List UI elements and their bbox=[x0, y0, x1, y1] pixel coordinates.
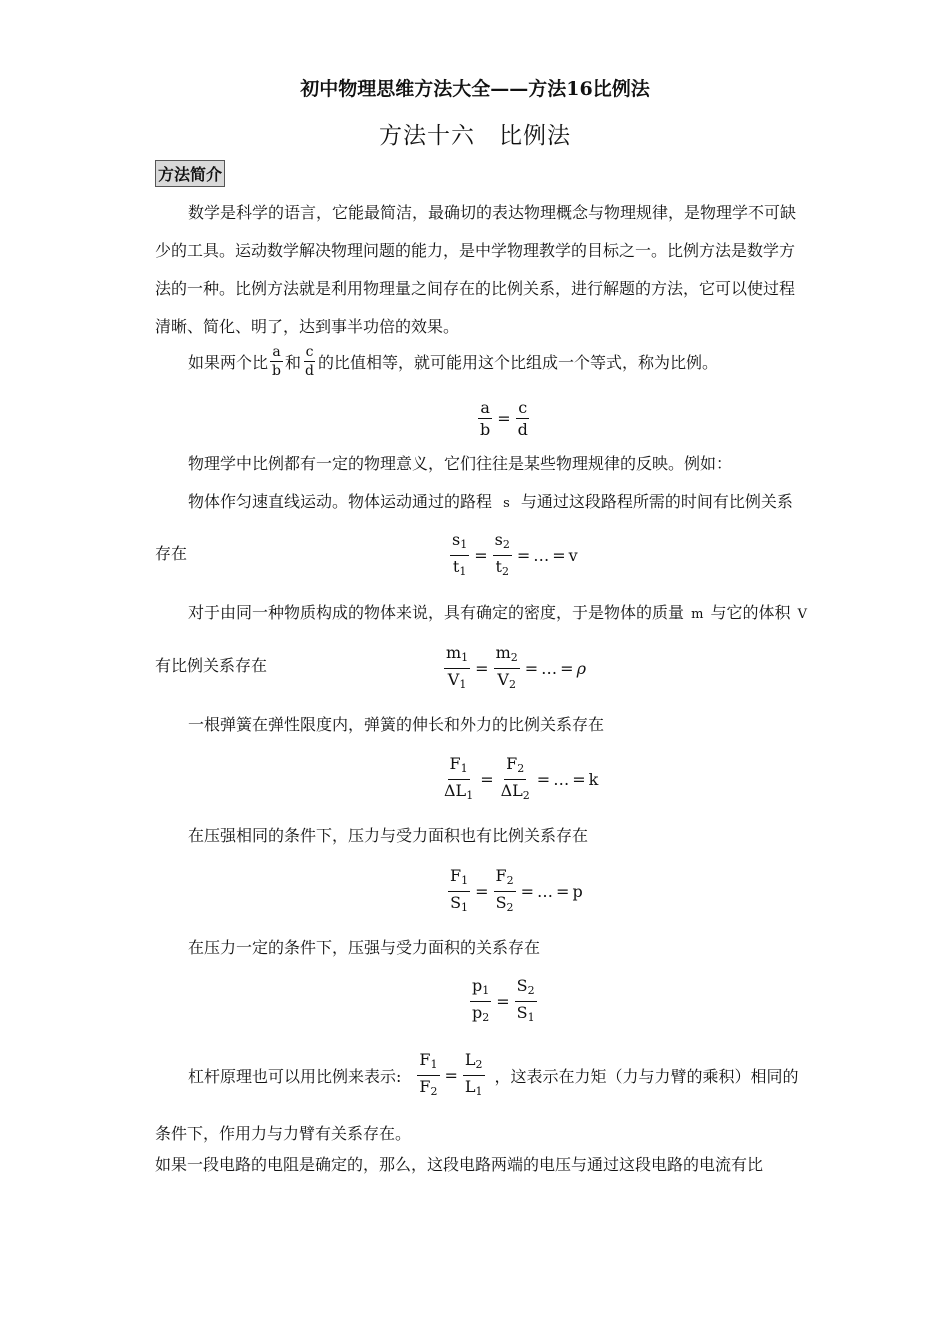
meaning-line: 物理学中比例都有一定的物理意义，它们往往是某些物理规律的反映。例如： bbox=[188, 454, 733, 473]
frac-den-d: d bbox=[305, 363, 314, 379]
lever-line-b: ，这表示在力矩（力与力臂的乘积）相同的 bbox=[494, 1067, 799, 1086]
ratio-intro-pre: 如果两个比 bbox=[188, 353, 269, 372]
density-symbol-V: V bbox=[797, 607, 808, 622]
eq-rho-V2: $V_2$ bbox=[497, 670, 516, 691]
eq-rho-m1: $m_1$ bbox=[444, 643, 470, 669]
fraction-c-d bbox=[303, 344, 316, 379]
eq-p-result: p bbox=[572, 882, 583, 901]
lever-L2: $L_2$ bbox=[463, 1050, 485, 1076]
eq-inv-p2: $p_2$ bbox=[472, 1003, 490, 1024]
para1-line2: 少的工具。运动数学解决物理问题的能力，是中学物理教学的目标之一。比例方法是数学方 bbox=[155, 241, 796, 260]
section-label: 方法简介 bbox=[155, 160, 225, 187]
para1-line4: 清晰、简化、明了，达到事半功倍的效果。 bbox=[155, 317, 460, 336]
frac-den-b: b bbox=[272, 363, 281, 379]
density-line bbox=[188, 600, 809, 623]
motion-line-b: 与通过这段路程所需的时间有比例关系 bbox=[520, 492, 793, 511]
para1-line3: 法的一种。比例方法就是利用物理量之间存在的比例关系，进行解题的方法，它可以使过程 bbox=[155, 279, 796, 298]
para1-line1: 数学是科学的语言，它能最简洁，最确切的表达物理概念与物理规律，是物理学不可缺 bbox=[188, 203, 797, 222]
equals-sign: = bbox=[536, 770, 551, 789]
eq-p-frac1 bbox=[448, 866, 470, 917]
equation-density bbox=[442, 643, 586, 694]
density-line-b: 与它的体积 bbox=[710, 603, 791, 622]
equals-sign: = bbox=[475, 659, 489, 678]
eq1-right-frac bbox=[516, 398, 530, 439]
circuit-line: 如果一段电路的电阻是确定的，那么，这段电路两端的电压与通过这段电路的电流有比 bbox=[155, 1155, 764, 1174]
equals-sign: = bbox=[556, 882, 570, 901]
lever-L1: $L_1$ bbox=[464, 1077, 483, 1098]
lever-frac2 bbox=[463, 1050, 485, 1101]
ratio-intro-line bbox=[188, 344, 718, 379]
eq-k-frac1 bbox=[442, 754, 475, 805]
lever-F2: $F_2$ bbox=[419, 1077, 438, 1098]
lever-frac1 bbox=[417, 1050, 439, 1101]
exists-label: 存在 bbox=[155, 544, 188, 563]
fraction-a-b bbox=[270, 344, 283, 379]
equals-sign: = bbox=[480, 770, 494, 789]
eq1-left-frac bbox=[478, 398, 492, 439]
eq-rho-m2: $m_2$ bbox=[494, 643, 520, 669]
force-line: 在压力一定的条件下，压强与受力面积的关系存在 bbox=[188, 938, 541, 957]
equation-spring bbox=[440, 754, 598, 805]
motion-line-a: 物体作匀速直线运动。物体运动通过的路程 bbox=[188, 492, 493, 511]
eq-p-S2: $S_2$ bbox=[495, 893, 514, 914]
equals-sign: = bbox=[520, 882, 535, 901]
equals-sign: = bbox=[560, 659, 574, 678]
eq-v-t2: $t_2$ bbox=[495, 557, 509, 578]
ellipsis: … bbox=[553, 770, 570, 789]
eq-inv-S1: $S_1$ bbox=[516, 1003, 535, 1024]
eq-rho-frac2 bbox=[494, 643, 520, 694]
eq-v-frac1 bbox=[450, 530, 469, 581]
eq1-den-b: b bbox=[480, 420, 491, 439]
eq-k-F1: $F_1$ bbox=[448, 754, 470, 780]
equals-sign: = bbox=[496, 992, 510, 1011]
eq-rho-result: ρ bbox=[576, 659, 586, 678]
frac-num-c: c bbox=[305, 344, 314, 360]
lever-line-a: 杠杆原理也可以用比例来表示: bbox=[188, 1067, 402, 1086]
has-ratio-label: 有比例关系存在 bbox=[155, 656, 268, 675]
equals-sign: = bbox=[572, 770, 586, 789]
eq-v-t1: $t_1$ bbox=[452, 557, 467, 578]
equation-pressure bbox=[446, 866, 583, 917]
lever-line bbox=[188, 1050, 799, 1101]
eq-v-s2: $s_2$ bbox=[493, 530, 512, 556]
ellipsis: … bbox=[533, 546, 550, 565]
eq-inv-S2: $S_2$ bbox=[515, 976, 537, 1002]
equation-velocity bbox=[448, 530, 578, 581]
eq-rho-V1: $V_1$ bbox=[447, 670, 467, 691]
pressure-line: 在压强相同的条件下，压力与受力面积也有比例关系存在 bbox=[188, 826, 589, 845]
eq-k-dL2: $\Delta L_2$ bbox=[500, 781, 530, 802]
eq-p-frac2 bbox=[494, 866, 516, 917]
frac-num-a: a bbox=[272, 344, 281, 360]
eq-k-F2: $F_2$ bbox=[504, 754, 526, 780]
equals-sign: = bbox=[474, 546, 488, 565]
ratio-intro-post: 的比值相等，就可能用这个比组成一个等式，称为比例。 bbox=[317, 353, 718, 372]
equals-sign: = bbox=[475, 882, 489, 901]
density-symbol-m: m bbox=[691, 607, 704, 622]
equals-sign: = bbox=[516, 546, 531, 565]
ellipsis: … bbox=[541, 659, 558, 678]
lever-line-c: 条件下，作用力与力臂有关系存在。 bbox=[155, 1124, 412, 1143]
eq-k-frac2 bbox=[499, 754, 532, 805]
equation-inverse-pressure bbox=[468, 976, 539, 1027]
equals-sign: = bbox=[444, 1066, 458, 1085]
eq1-num-a: a bbox=[480, 398, 490, 417]
motion-symbol-s: s bbox=[503, 496, 510, 511]
eq-v-s1: $s_1$ bbox=[450, 530, 469, 556]
equation-a-b-c-d bbox=[476, 398, 532, 439]
density-line-a: 对于由同一种物质构成的物体来说，具有确定的密度，于是物体的质量 bbox=[188, 603, 685, 622]
eq-rho-frac1 bbox=[444, 643, 470, 694]
eq-v-frac2 bbox=[493, 530, 512, 581]
eq-v-result: v bbox=[568, 546, 578, 565]
spring-line: 一根弹簧在弹性限度内，弹簧的伸长和外力的比例关系存在 bbox=[188, 715, 605, 734]
ellipsis: … bbox=[537, 882, 554, 901]
eq1-num-c: c bbox=[518, 398, 528, 417]
eq-p-F2: $F_2$ bbox=[494, 866, 516, 892]
lever-F1: $F_1$ bbox=[417, 1050, 439, 1076]
eq1-den-d: d bbox=[517, 420, 528, 439]
ratio-intro-and: 和 bbox=[284, 353, 301, 372]
eq-inv-frac2 bbox=[515, 976, 537, 1027]
eq-p-F1: $F_1$ bbox=[448, 866, 470, 892]
equals-sign: = bbox=[524, 659, 539, 678]
document-subtitle: 方法十六 比例法 bbox=[379, 123, 571, 149]
motion-line bbox=[188, 489, 793, 512]
eq-k-result: k bbox=[588, 770, 599, 789]
equals-sign: = bbox=[497, 409, 511, 428]
document-title: 初中物理思维方法大全——方法16比例法 bbox=[300, 78, 650, 100]
eq-inv-frac1 bbox=[470, 976, 491, 1027]
eq-inv-p1: $p_1$ bbox=[470, 976, 491, 1002]
equals-sign: = bbox=[552, 546, 566, 565]
eq-k-dL1: $\Delta L_1$ bbox=[444, 781, 474, 802]
eq-p-S1: $S_1$ bbox=[450, 893, 469, 914]
